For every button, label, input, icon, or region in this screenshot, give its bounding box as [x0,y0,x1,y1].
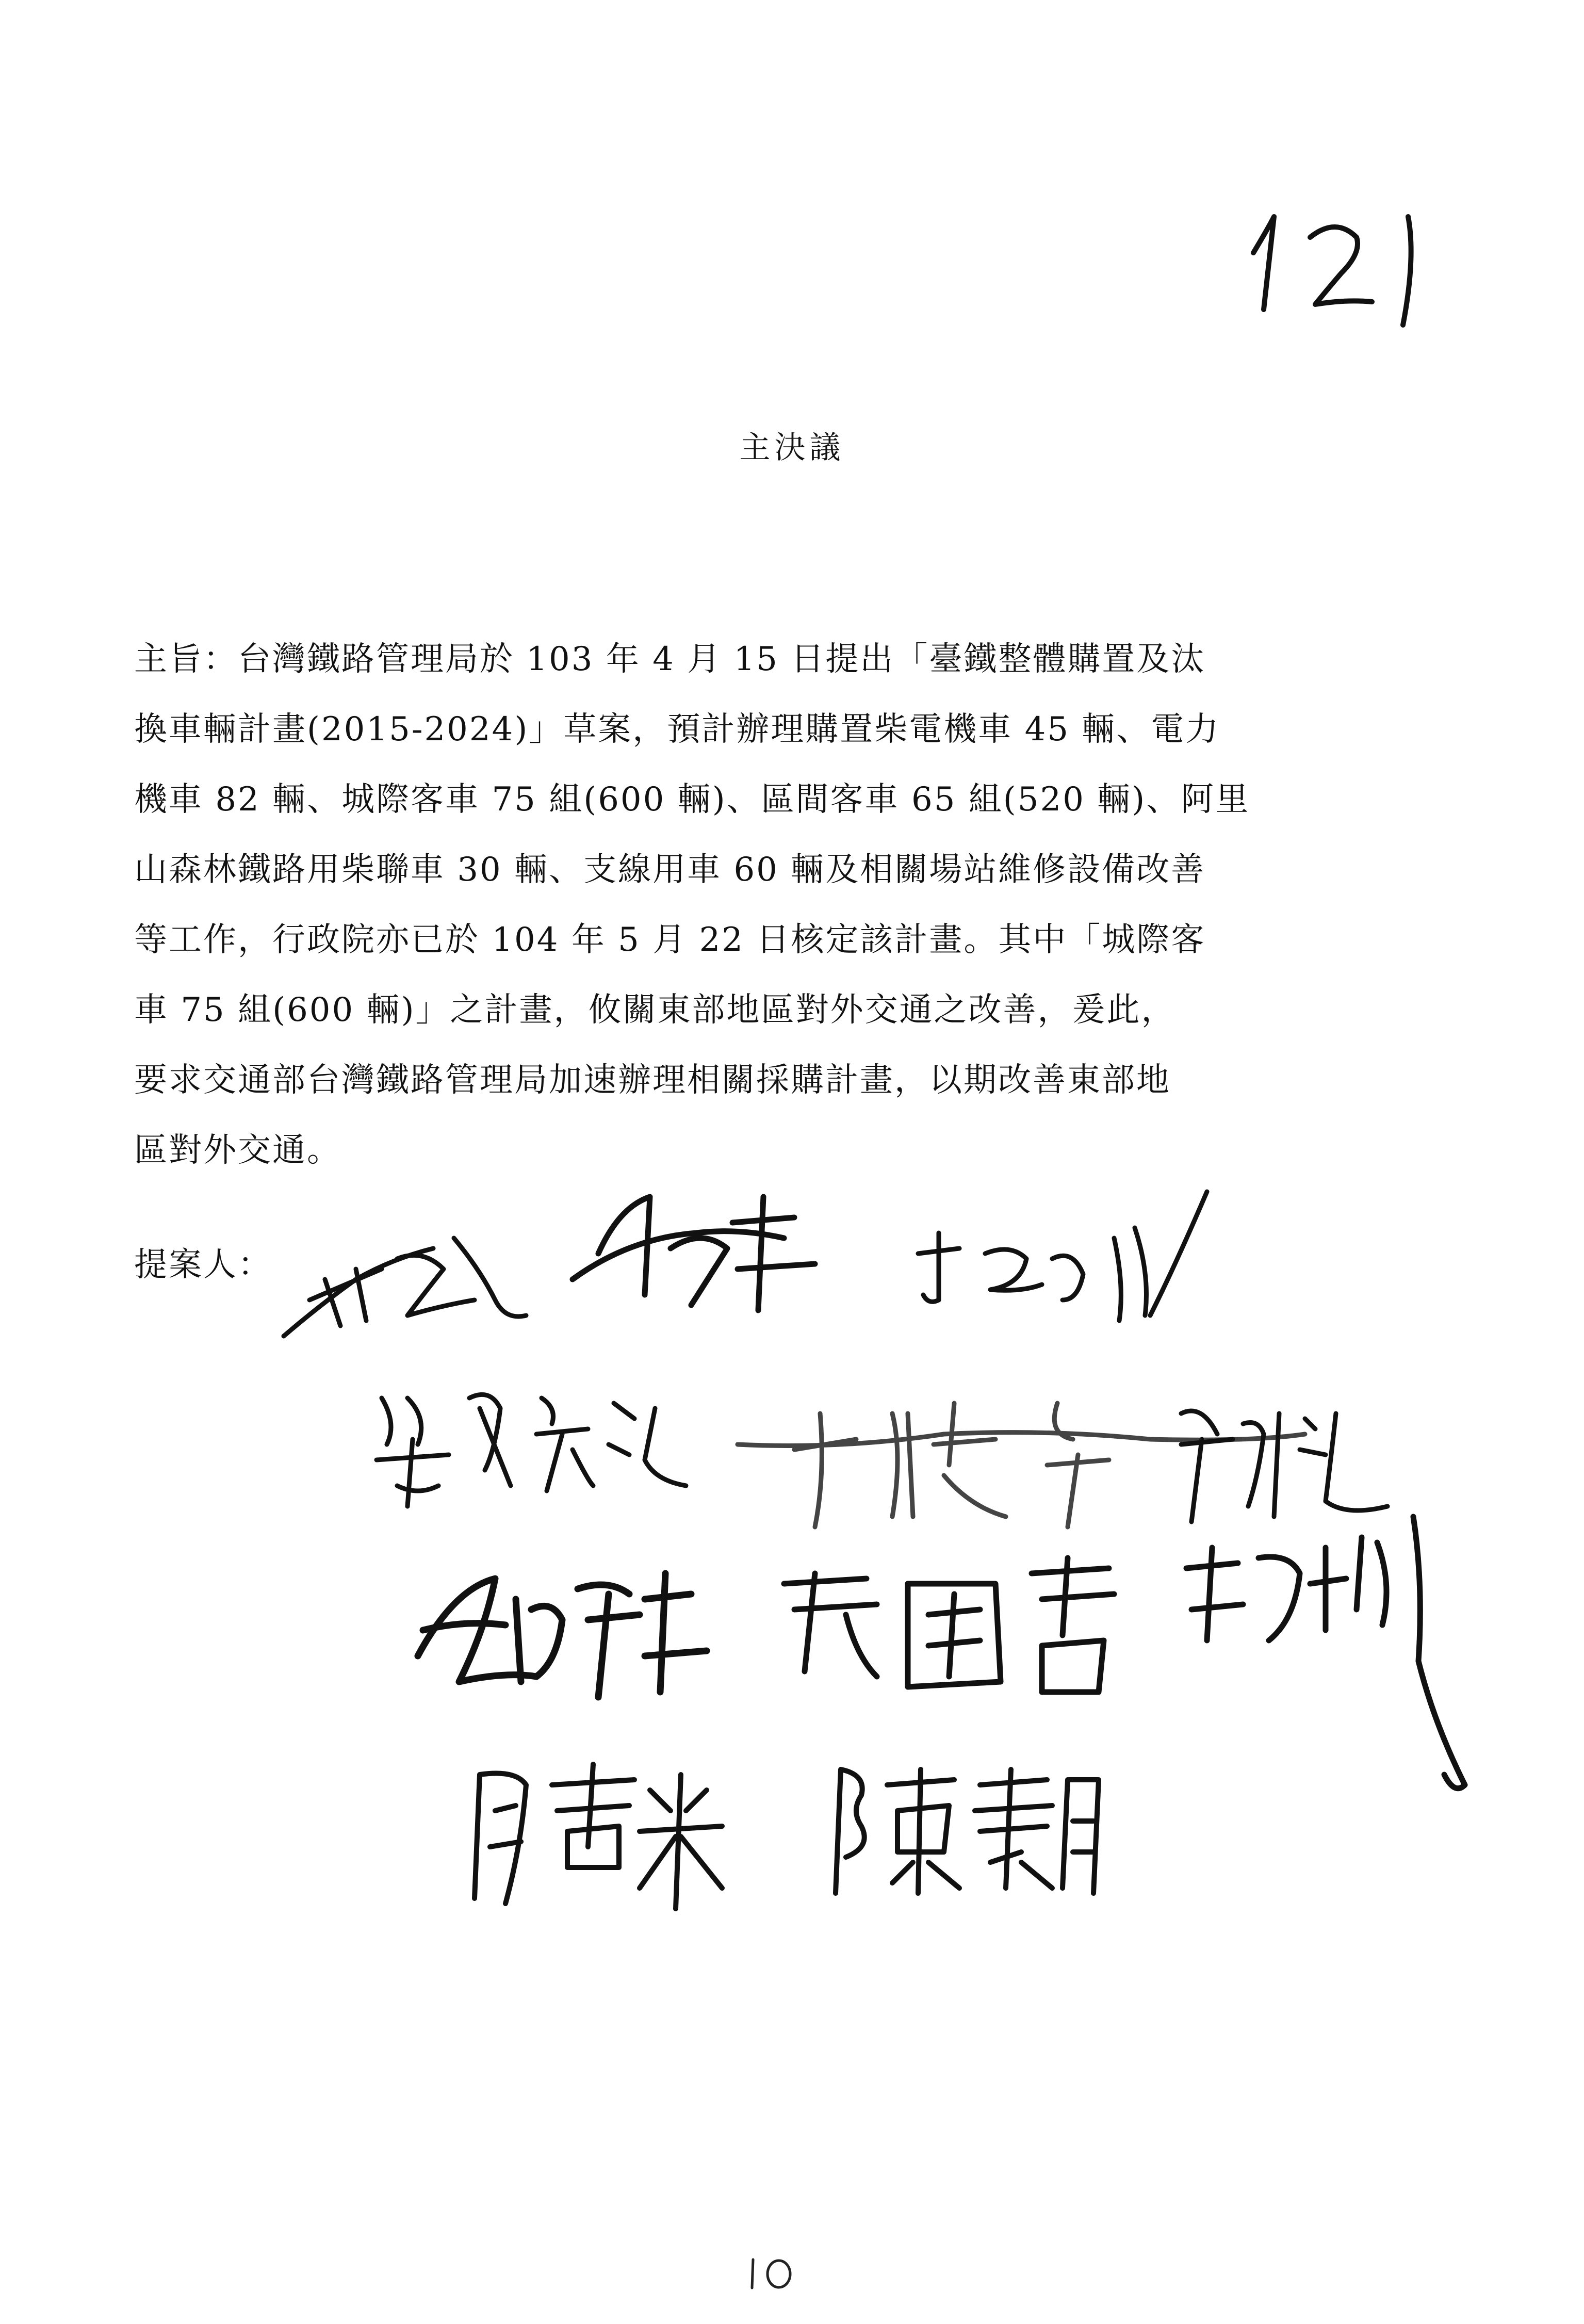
body-line: 車 75 組(600 輛)」之計畫，攸關東部地區對外交通之改善，爰此， [134,991,1176,1029]
signature [567,1176,836,1333]
signature [464,1744,732,1916]
signature [279,1217,536,1354]
signatures-area [248,1135,1485,1960]
signature [908,1181,1217,1354]
signature [825,1749,1114,1906]
signature [1176,1506,1485,1808]
body-line: 換車輛計畫(2015-2024)」草案，預計辦理購置柴電機車 45 輛、電力 [134,710,1220,749]
proposer-label: 提案人： [134,1246,272,1284]
resolution-body [134,624,1336,1185]
signature [402,1527,732,1725]
body-line: 要求交通部台灣鐵路管理局加速辦理相關採購計畫，以期改善東部地 [134,1061,1171,1099]
body-line: 區對外交通。 [134,1131,341,1169]
body-line: 主旨：台灣鐵路管理局於 103 年 4 月 15 日提出「臺鐵整體購置及汰 [134,640,1206,678]
handwritten-footer-number [743,2249,805,2296]
body-line: 等工作，行政院亦已於 104 年 5 月 22 日核定該計畫。其中「城際客 [134,921,1206,959]
handwritten-page-number [1238,196,1475,351]
document-title: 主決議 [739,430,845,466]
body-line: 山森林鐵路用柴聯車 30 輛、支線用車 60 輛及相關場站維修設備改善 [134,851,1206,889]
signature [774,1542,1135,1715]
handwritten-footer-drawing [743,2249,805,2296]
signature [366,1367,701,1524]
body-line: 機車 82 輛、城際客車 75 組(600 輛)、區間客車 65 組(520 輛)、阿里 [134,781,1250,819]
handwritten-page-number-drawing [1238,196,1475,351]
